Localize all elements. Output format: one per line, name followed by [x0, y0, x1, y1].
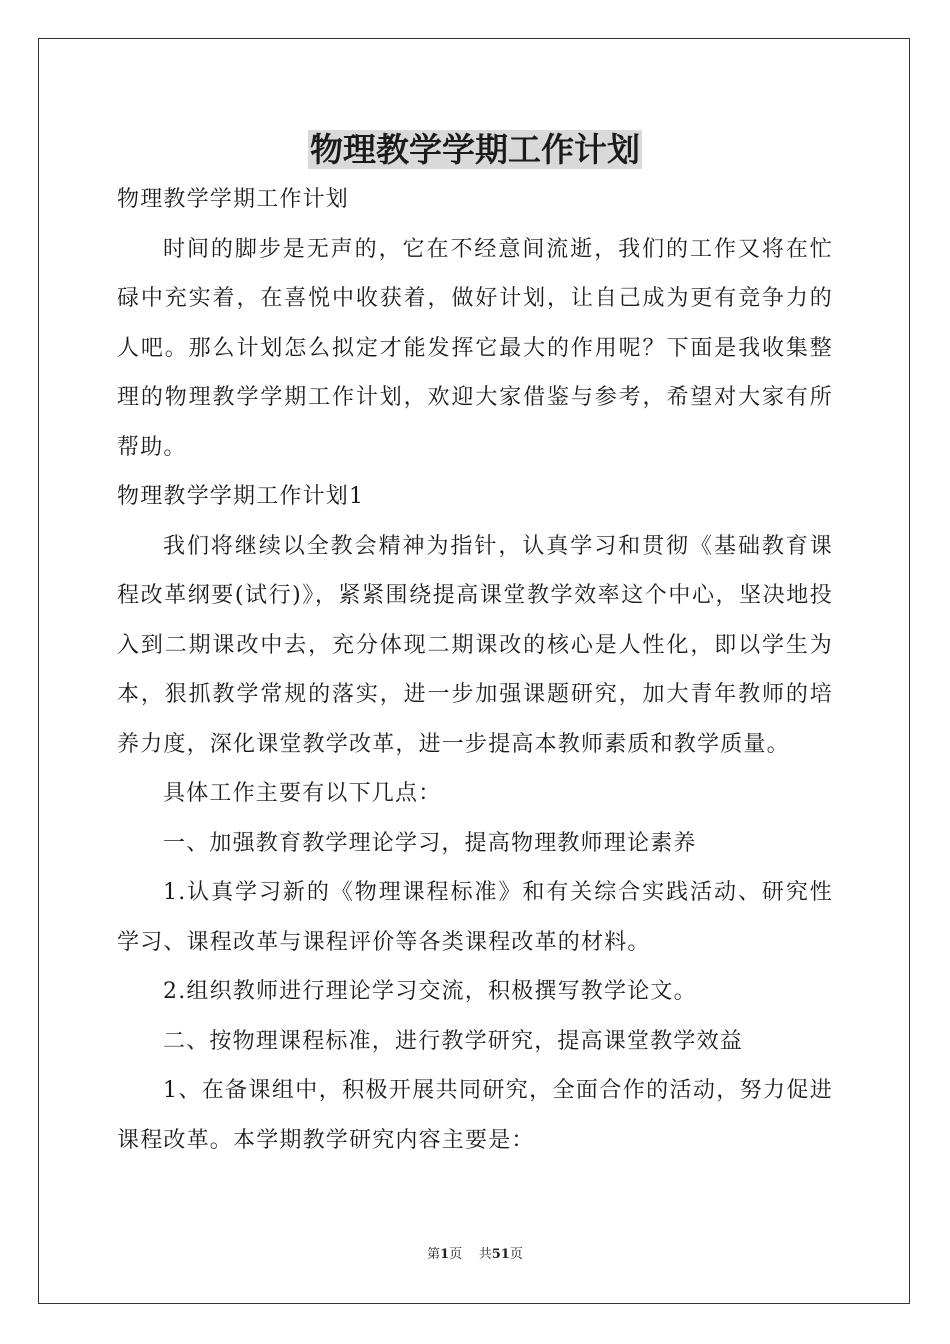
paragraph: 1、在备课组中，积极开展共同研究，全面合作的活动，努力促进课程改革。本学期教学研究内容主要是： [117, 1078, 833, 1153]
footer-prefix: 第 [427, 1247, 441, 1262]
paragraph: 一、加强教育教学理论学习，提高物理教师理论素养 [163, 830, 697, 856]
paragraph: 二、按物理课程标准，进行教学研究，提高课堂教学效益 [163, 1028, 744, 1054]
document-title [0, 128, 950, 172]
paragraph: 物理教学学期工作计划1 [117, 484, 365, 509]
paragraph: 我们将继续以全教会精神为指针，认真学习和贯彻《基础教育课程改革纲要(试行)》，紧紧围绕提高课堂教学效率这个中心，坚决地投入到二期课改中去，充分体现二期课改的核心是人性化，即以学生为本，狠抓教学常规的落实，进一步加强课题研究，加大青年教师的培养力度，深化课堂教学改革，进一步提高本教师素质和教学质量。 [117, 533, 833, 757]
footer-suffix: 页 [509, 1247, 523, 1262]
paragraph: 1.认真学习新的《物理课程标准》和有关综合实践活动、研究性学习、课程改革与课程评价等各类课程改革的材料。 [117, 880, 833, 955]
footer-page-total: 51 [491, 1247, 510, 1262]
footer-page-current: 1 [440, 1247, 450, 1262]
paragraph: 物理教学学期工作计划 [117, 187, 350, 212]
page-footer [0, 1246, 950, 1264]
paragraph: 具体工作主要有以下几点： [163, 781, 442, 806]
document-body [117, 175, 833, 1165]
document-title-text: 物理教学学期工作计划 [310, 130, 640, 169]
paragraph: 2.组织教师进行理论学习交流，积极撰写教学论文。 [163, 979, 697, 1004]
footer-middle: 页 共 [449, 1247, 492, 1262]
paragraph: 时间的脚步是无声的，它在不经意间流逝，我们的工作又将在忙碌中充实着，在喜悦中收获着，做好计划，让自己成为更有竞争力的人吧。那么计划怎么拟定才能发挥它最大的作用呢？下面是我收集整理的物理教学学期工作计划，欢迎大家借鉴与参考，希望对大家有所帮助。 [117, 236, 833, 460]
